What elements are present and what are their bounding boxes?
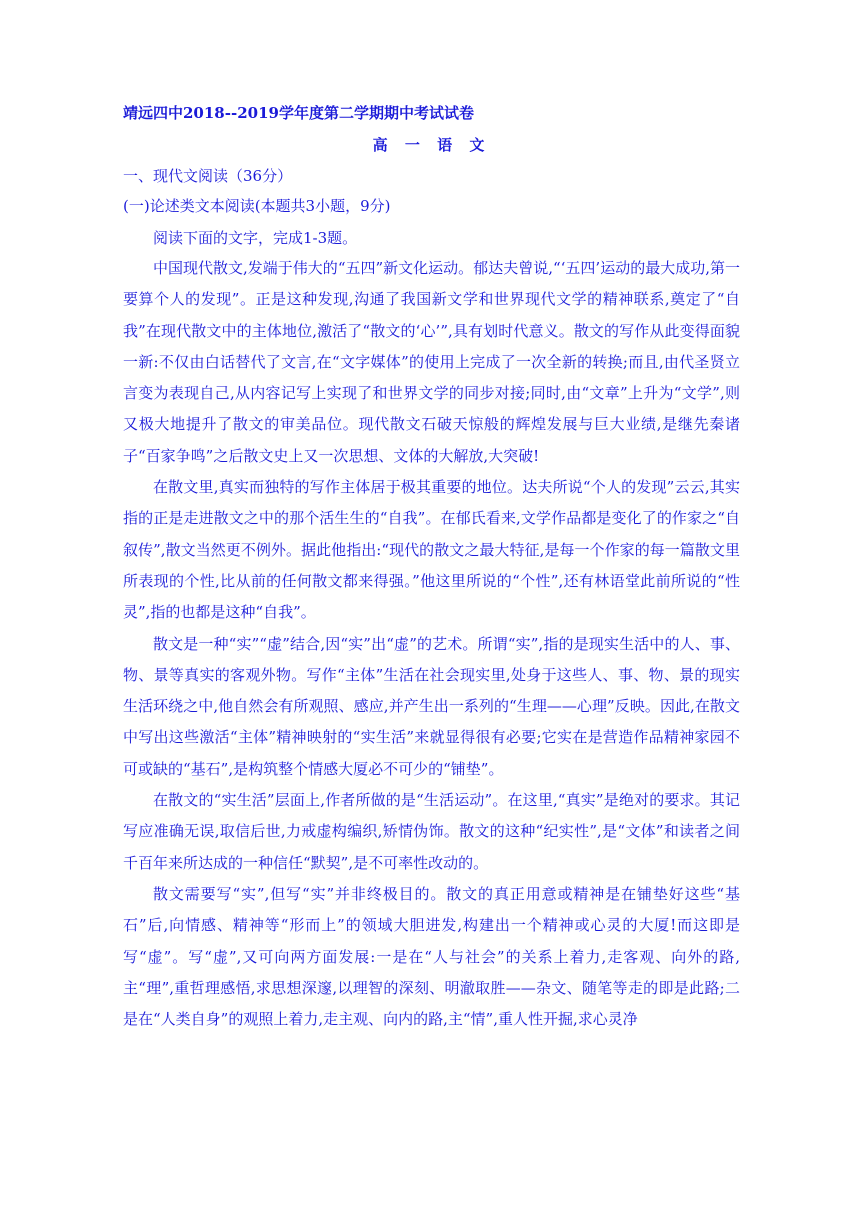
body-paragraph-2: 在散文里,真实而独特的写作主体居于极其重要的地位。达夫所说“个人的发现”云云,其实指的正是走进散文之中的那个活生生的“自我”。在郁氏看来,文学作品都是变化了的作家之“自叙传”,散文当然更不例外。据此他指出:“现代的散文之最大特征,是每一个作家的每一篇散文里所表现的个性,比从前的任何散文都来得强。”他这里所说的“个性”,还有林语堂此前所说的“性灵”,指的也都是这种“自我”。: [123, 478, 740, 622]
reading-instruction: 阅读下面的文字，完成1-3题。: [153, 229, 358, 247]
body-paragraph-1: 中国现代散文,发端于伟大的“五四”新文化运动。郁达夫曾说,“‘五四’运动的最大成功,第一要算个人的发现”。正是这种发现,沟通了我国新文学和世界现代文学的精神联系,奠定了“自我”在现代散文中的主体地位,激活了“散文的‘心’”,具有划时代意义。散文的写作从此变得面貌一新:不仅由白话替代了文言,在“文字媒体”的使用上完成了一次全新的转换;而且,由代圣贤立言变为表现自己,从内容记写上实现了和世界文学的同步对接;同时,由“文章”上升为“文学”,则又极大地提升了散文的审美品位。现代散文石破天惊般的辉煌发展与巨大业绩,是继先秦诸子“百家争鸣”之后散文史上又一次思想、文体的大解放,大突破!: [123, 259, 740, 465]
page-content: [123, 100, 740, 1035]
body-paragraph-5: 散文需要写“实”,但写“实”并非终极目的。散文的真正用意或精神是在铺垫好这些“基石”后,向情感、精神等“形而上”的领域大胆进发,构建出一个精神或心灵的大厦!而这即是写“虚”。写“虚”,又可向两方面发展:一是在“人与社会”的关系上着力,走客观、向外的路,主“理”,重哲理感悟,求思想深邃,以理智的深刻、明澈取胜——杂文、随笔等走的即是此路;二是在“人类自身”的观照上着力,走主观、向内的路,主“情”,重人性开掘,求心灵净: [123, 884, 740, 1029]
section-heading: 一、现代文阅读（36分）: [123, 167, 293, 185]
exam-title: 靖远四中2018--2019学年度第二学期期中考试试卷: [123, 104, 474, 122]
body-paragraph-3: 散文是一种“实”“虚”结合,因“实”出“虚”的艺术。所谓“实”,指的是现实生活中的人、事、物、景等真实的客观外物。写作“主体”生活在社会现实里,处身于这些人、事、物、景的现实生活环绕之中,他自然会有所观照、感应,并产生出一系列的“生理——心理”反映。因此,在散文中写出这些激活“主体”精神映射的“实生活”来就显得很有必要;它实在是营造作品精神家园不可或缺的“基石”,是构筑整个情感大厦必不可少的“铺垫”。: [123, 634, 740, 778]
subject-title: 高 一 语 文: [372, 136, 491, 154]
subsection-heading: (一)论述类文本阅读(本题共3小题，9分): [123, 197, 391, 215]
body-paragraph-4: 在散文的“实生活”层面上,作者所做的是“生活运动”。在这里,“真实”是绝对的要求。其记写应准确无误,取信后世,力戒虚构编织,矫情伪饰。散文的这种“纪实性”,是“文体”和读者之间千百年来所达成的一种信任“默契”,是不可率性改动的。: [123, 791, 740, 872]
